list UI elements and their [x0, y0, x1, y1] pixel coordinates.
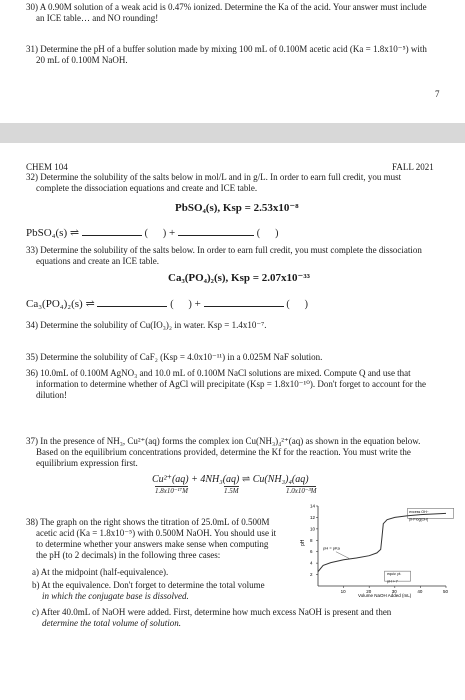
- y-tick-label: 8: [310, 537, 313, 543]
- q37-line3: equilibrium expression first.: [36, 458, 138, 468]
- salt1-paren-1: ( ): [144, 228, 167, 239]
- q38-line3: to determine whether your answers make sense when computing: [36, 539, 269, 549]
- q32-line2: complete the dissociation equations and create and ICE table.: [36, 183, 258, 193]
- annotation-pointer: [336, 552, 350, 559]
- q30-line2: an ICE table… and NO rounding!: [36, 13, 159, 23]
- y-tick-label: 4: [310, 560, 313, 566]
- q36-line2: information to determine whether of AgCl will precipitate (Ksp = 1.8x10⁻¹⁰). Don't forget to account for the: [36, 379, 426, 389]
- salt2-plus: +: [194, 298, 201, 310]
- question-30: [26, 2, 456, 24]
- page-number: 7: [435, 89, 440, 99]
- salt2-blank-1[interactable]: [97, 297, 167, 307]
- salt1-blank-1[interactable]: [82, 226, 142, 236]
- q33-line1: 33) Determine the solubility of the salts below. In order to earn full credit, you must complete the dissociation: [26, 245, 422, 255]
- salt2-equation: Ca₃(PO₄)₂(s) ⇌: [26, 298, 95, 310]
- salt1-plus: +: [169, 227, 176, 239]
- q36-line3: dilution!: [36, 390, 67, 400]
- x-tick-label: 50: [443, 589, 449, 594]
- chart-x-label: Volume NaOH Added (mL): [358, 593, 412, 598]
- annotation-equiv: equiv. pt.: [387, 572, 402, 577]
- q38-line4: the pH (to 2 decimals) in the following three cases:: [36, 550, 221, 560]
- salt2-equation-row: [26, 297, 456, 310]
- salt1-title: PbSO₄(s), Ksp = 2.53x10⁻⁸: [175, 202, 299, 214]
- question-33: [26, 245, 456, 267]
- q38c-line2: determine the total volume of solution.: [42, 618, 181, 628]
- x-tick-label: 30: [391, 589, 397, 594]
- titration-curve: [318, 513, 446, 571]
- q38-part-b: [32, 580, 292, 602]
- q37-equation: Cu²⁺(aq) + 4NH₃(aq) ⇌ Cu(NH₃)₄(aq): [152, 474, 309, 485]
- y-tick-label: 12: [310, 514, 316, 520]
- q31-line1: 31) Determine the pH of a buffer solution made by mixing 100 mL of 0.100M acetic acid (Ka = 1.8x10⁻⁵) with: [26, 44, 427, 54]
- y-tick-label: 6: [310, 549, 313, 555]
- y-tick-label: 14: [310, 503, 316, 509]
- x-tick-label: 10: [340, 589, 346, 594]
- chart-y-label: pH: [300, 539, 306, 546]
- q38-part-a: a) At the midpoint (half-equivalence).: [32, 567, 169, 577]
- salt1-paren-2: ( ): [256, 228, 279, 239]
- q38-part-c: [32, 607, 452, 629]
- q38c-line1: c) After 40.0mL of NaOH were added. First, determine how much excess NaOH is present and then: [32, 607, 392, 617]
- salt1-equation-row: [26, 226, 456, 239]
- titration-chart: [296, 500, 460, 600]
- question-37: [26, 436, 456, 469]
- q37-line2: Based on the equilibrium concentrations provided, determine the Kf for the reaction. You must write the: [36, 447, 411, 457]
- salt2-blank-2[interactable]: [204, 297, 284, 307]
- y-tick-label: 10: [310, 526, 316, 532]
- question-32: [26, 172, 456, 194]
- q31-line2: 20 mL of 0.100M NaOH.: [36, 55, 128, 65]
- question-35: 35) Determine the solubility of CaF₂ (Ksp = 4.0x10⁻¹¹) in a 0.025M NaF solution.: [26, 352, 323, 362]
- q38-line2: acetic acid (Ka = 1.8x10⁻⁵) with 0.500M NaOH. You should use it: [36, 528, 277, 538]
- page-separator: [0, 123, 465, 143]
- q38-line1: 38) The graph on the right shows the titration of 25.0mL of 0.500M: [26, 517, 270, 527]
- q38b-line2: in which the conjugate base is dissolved.: [42, 591, 189, 601]
- annotation-ph-oh: pH=log[OH]: [409, 517, 429, 522]
- q38b-line1: b) At the equivalence. Don't forget to determine the total volume: [32, 580, 265, 590]
- question-36: [26, 368, 456, 401]
- question-31: [26, 44, 456, 66]
- q37-conc-cu: 1.8x10⁻¹⁷M: [155, 487, 188, 495]
- annotation-pka: pH = pKa: [323, 545, 340, 551]
- q37-conc-complex: 1.0x10⁻³M: [286, 487, 317, 495]
- q36-line1: 36) 10.0mL of 0.100M AgNO₃ and 10.0 mL of 0.100M NaCl solutions are mixed. Compute Q and use that: [26, 368, 411, 378]
- annotation-excess: excess OH⁻: [409, 509, 429, 514]
- header-course: CHEM 104: [26, 162, 68, 172]
- q33-line2: equations and create an ICE table.: [36, 256, 159, 266]
- annotation-ph-gt7: pH > 7: [387, 579, 398, 584]
- q37-line1: 37) In the presence of NH₃, Cu²⁺(aq) forms the complex ion Cu(NH₃)₄²⁺(aq) as shown in the equation below.: [26, 436, 421, 446]
- x-tick-label: 20: [366, 589, 372, 594]
- salt2-paren-2: ( ): [286, 299, 308, 310]
- x-tick-label: 40: [417, 589, 423, 594]
- q37-conc-nh3: 1.5M: [224, 487, 239, 495]
- salt2-paren-1: ( ): [170, 299, 192, 310]
- q30-line1: 30) A 0.90M solution of a weak acid is 0.47% ionized. Determine the Ka of the acid. Your answer must include: [26, 2, 427, 12]
- question-34: 34) Determine the solubility of Cu(IO₃)₂ in water. Ksp = 1.4x10⁻⁷.: [26, 320, 267, 330]
- salt1-equation: PbSO₄(s) ⇌: [26, 227, 80, 239]
- salt2-title: Ca₃(PO₄)₂(s), Ksp = 2.07x10⁻³³: [168, 272, 310, 284]
- question-38: [26, 517, 296, 561]
- salt1-blank-2[interactable]: [178, 226, 254, 236]
- header-term: FALL 2021: [392, 162, 434, 172]
- q32-line1: 32) Determine the solubility of the salts below in mol/L and in g/L. In order to earn full credit, you must: [26, 172, 402, 182]
- y-tick-label: 2: [310, 572, 313, 578]
